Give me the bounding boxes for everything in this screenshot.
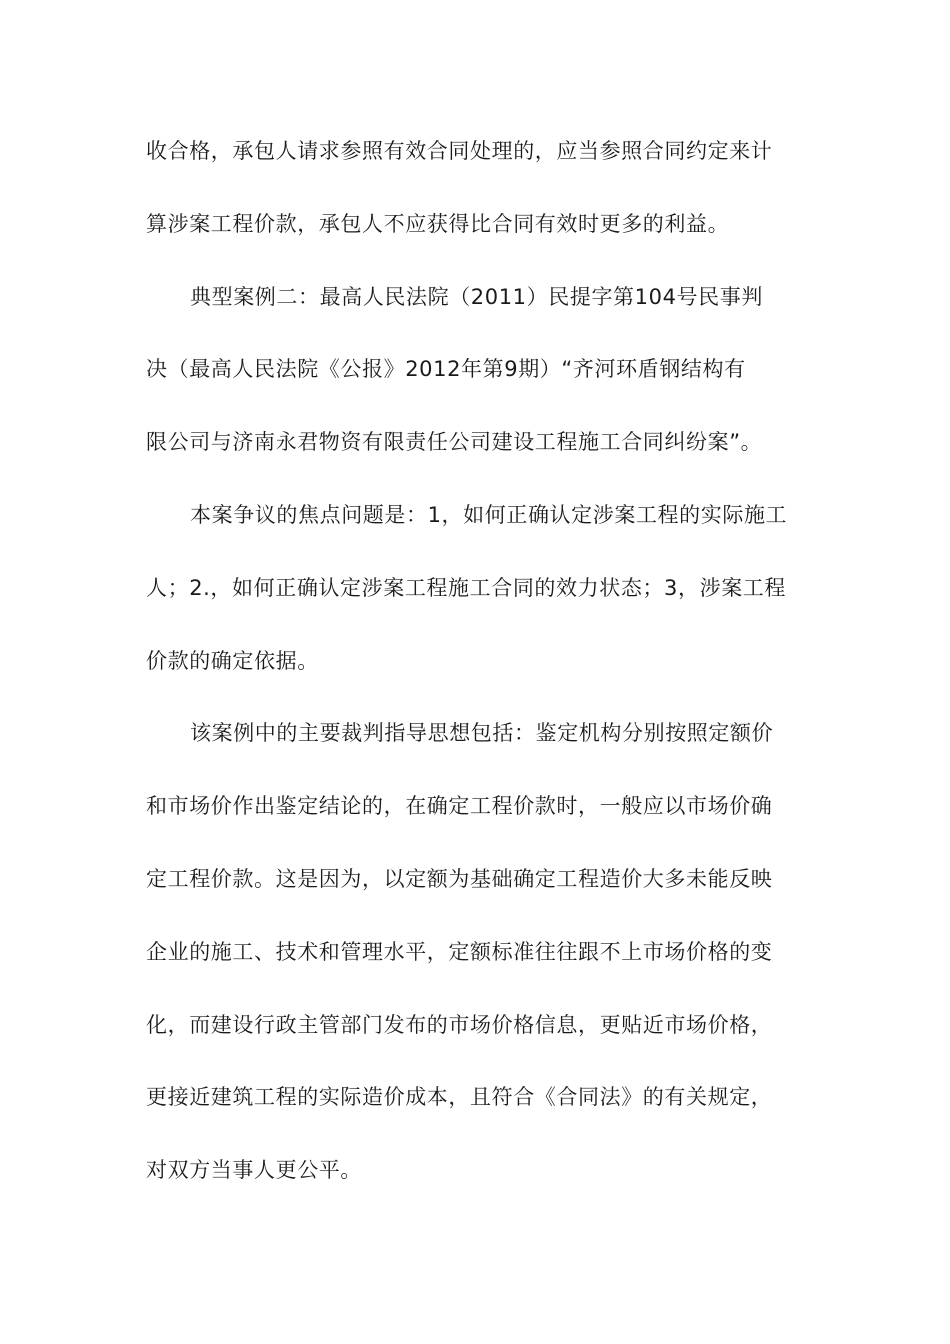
text-line: 和市场价作出鉴定结论的，在确定工程价款时，一般应以市场价确 bbox=[146, 794, 773, 819]
text-line: 决（最高人民法院《公报》2012年第9期）“齐河环盾钢结构有 bbox=[146, 357, 746, 382]
text-line: 价款的确定依据。 bbox=[146, 648, 319, 673]
text-line: 更接近建筑工程的实际造价成本，且符合《合同法》的有关规定， bbox=[146, 1085, 773, 1110]
text-line: 企业的施工、技术和管理水平，定额标准往往跟不上市场价格的变 bbox=[146, 939, 773, 964]
text-line: 限公司与济南永君物资有限责任公司建设工程施工合同纠纷案”。 bbox=[146, 430, 763, 455]
paragraph-start-line: 该案例中的主要裁判指导思想包括：鉴定机构分别按照定额价 bbox=[190, 721, 774, 746]
document-body bbox=[146, 128, 816, 1220]
text-line: 定工程价款。这是因为，以定额为基础确定工程造价大多未能反映 bbox=[146, 866, 773, 891]
text-line: 化，而建设行政主管部门发布的市场价格信息，更贴近市场价格， bbox=[146, 1012, 773, 1037]
text-line: 算涉案工程价款，承包人不应获得比合同有效时更多的利益。 bbox=[146, 211, 730, 236]
text-line: 收合格，承包人请求参照有效合同处理的，应当参照合同约定来计 bbox=[146, 139, 773, 163]
paragraph-start-line: 典型案例二：最高人民法院（2011）民提字第104号民事判 bbox=[190, 284, 763, 309]
text-line: 人；2.，如何正确认定涉案工程施工合同的效力状态；3，涉案工程 bbox=[146, 575, 786, 600]
text-line: 对双方当事人更公平。 bbox=[146, 1158, 362, 1183]
paragraph-start-line: 本案争议的焦点问题是：1，如何正确认定涉案工程的实际施工 bbox=[190, 502, 788, 527]
